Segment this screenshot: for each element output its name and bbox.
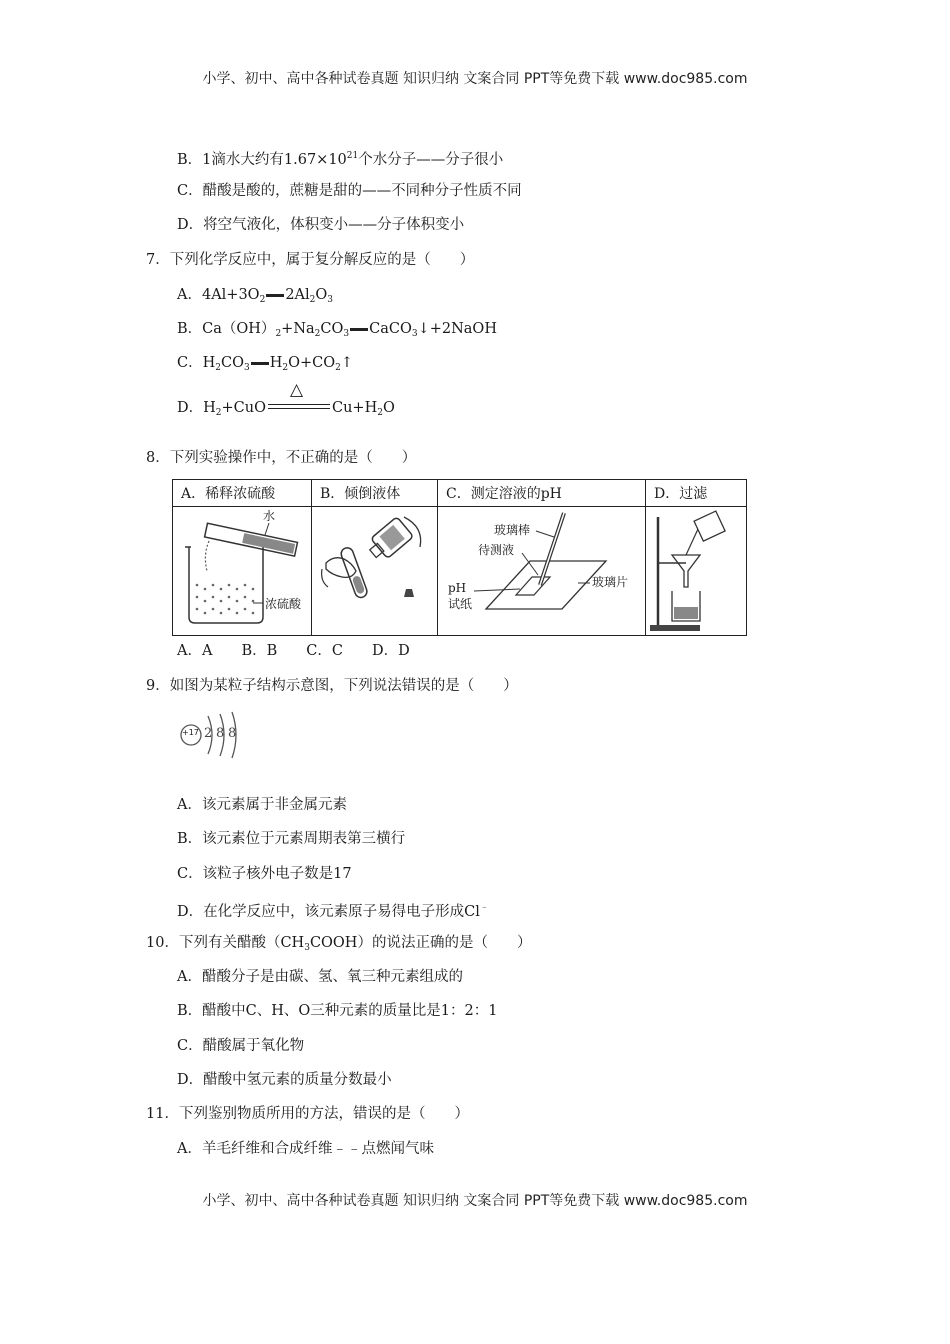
- figure-dilute-acid: [173, 507, 311, 635]
- q11-option-a: A．羊毛纤维和合成纤维﹣﹣点燃闻气味: [177, 1141, 434, 1157]
- nucleus-charge: +17: [182, 728, 199, 737]
- q10-option-c: C．醋酸属于氧化物: [177, 1038, 305, 1054]
- page-header: 小学、初中、高中各种试卷真题 知识归纳 文案合同 PPT等免费下载 www.doc985.com: [202, 71, 748, 87]
- q9-option-c: C．该粒子核外电子数是17: [177, 866, 352, 882]
- q11-stem: 11．下列鉴别物质所用的方法，错误的是（ ）: [146, 1106, 469, 1122]
- q9-stem: 9．如图为某粒子结构示意图，下列说法错误的是（ ）: [146, 678, 518, 694]
- label-glass-rod: 玻璃棒: [494, 523, 531, 537]
- q8-header-b: B．倾倒液体: [312, 480, 438, 507]
- q8-header-c: C．测定溶液的pH: [438, 480, 646, 507]
- q8-header-d: D．过滤: [646, 480, 747, 507]
- q6-option-b: B．1滴水大约有$1.67\times 10^{21}$个水分子——分子很小: [177, 151, 504, 168]
- q9-option-d: D．在化学反应中，该元素原子易得电子形成Cl﹣: [177, 903, 489, 920]
- q9-option-b: B．该元素位于元素周期表第三横行: [177, 831, 406, 847]
- label-ph-paper-1: pH: [448, 581, 467, 595]
- q8-header-a: A．稀释浓硫酸: [173, 480, 312, 507]
- q10-option-d: D．醋酸中氢元素的质量分数最小: [177, 1072, 392, 1088]
- figure-filtration: [646, 507, 746, 635]
- label-water: 水: [263, 509, 276, 523]
- q7-option-d: D．$H_2+CuO$ △ $Cu+H_2O$: [177, 380, 395, 418]
- page-footer: 小学、初中、高中各种试卷真题 知识归纳 文案合同 PPT等免费下载 www.doc985.com: [202, 1193, 748, 1209]
- shell-3-electrons: 8: [228, 726, 237, 741]
- label-test-solution: 待测液: [478, 543, 515, 557]
- label-glass-plate: 玻璃片: [592, 575, 629, 589]
- q6-option-d: D．将空气液化，体积变小——分子体积变小: [177, 217, 465, 233]
- q9-option-a: A．该元素属于非金属元素: [177, 797, 347, 813]
- q10-option-b: B．醋酸中C、H、O三种元素的质量比是1：2：1: [177, 1003, 498, 1019]
- q6-option-c: C．醋酸是酸的，蔗糖是甜的——不同种分子性质不同: [177, 183, 522, 199]
- q7-option-c: C．$H_2CO_3$ $H_2O+CO_2↑$: [177, 355, 354, 373]
- q7-option-b: B．$Ca(OH)_2+Na_2CO_3$ CaCO$_3$↓+2NaOH: [177, 321, 497, 339]
- q8-stem: 8．下列实验操作中，不正确的是（ ）: [146, 450, 417, 466]
- q8-options-table: [172, 479, 747, 636]
- label-concentrated-acid: 浓硫酸: [265, 597, 302, 611]
- shell-2-electrons: 8: [216, 726, 225, 741]
- figure-measure-ph: [438, 507, 645, 635]
- figure-pour-liquid: [312, 507, 437, 635]
- q10-option-a: A．醋酸分子是由碳、氢、氧三种元素组成的: [177, 969, 463, 985]
- label-ph-paper-2: 试纸: [448, 597, 473, 611]
- q8-choices: A．A B．B C．C D．D: [177, 643, 410, 659]
- atom-structure-diagram: [178, 710, 248, 764]
- q10-stem: 10．下列有关醋酸$(CH_3COOH)$的说法正确的是（ ）: [146, 935, 532, 953]
- shell-1-electrons: 2: [204, 726, 213, 741]
- heat-delta-symbol: △: [290, 380, 304, 400]
- q7-option-a: A．$4Al+3O_2$ $2Al_2O_3$: [177, 287, 334, 305]
- q7-stem: 7．下列化学反应中，属于复分解反应的是（ ）: [146, 252, 475, 268]
